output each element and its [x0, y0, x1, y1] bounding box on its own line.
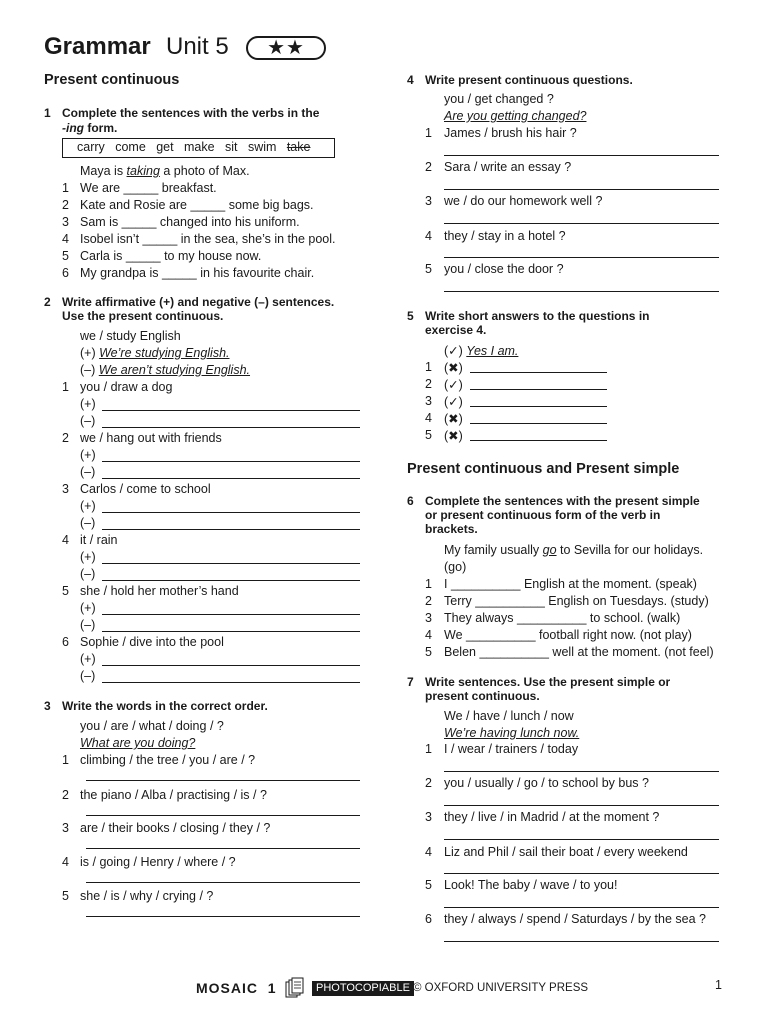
check-icon: (✓) — [444, 344, 463, 358]
item-text: they / stay in a hotel ? — [444, 229, 566, 243]
exercise-instruction: Complete the sentences with the present simple — [425, 494, 700, 508]
unit-label: Unit 5 — [166, 33, 229, 60]
exercise-number: 5 — [407, 309, 414, 323]
item-number: 3 — [425, 194, 432, 208]
item-number: 1 — [425, 126, 432, 140]
answer-line[interactable] — [444, 941, 719, 942]
exercise-instruction: -ing form. — [62, 121, 118, 135]
word-bank-word: carry — [77, 140, 105, 154]
example-answer: What are you doing? — [80, 736, 196, 750]
cross-icon: (✖) — [444, 412, 463, 426]
minus-label: (–) — [80, 618, 96, 632]
item-number: 2 — [62, 431, 69, 445]
exercise-instruction: Write sentences. Use the present simple or — [425, 675, 671, 689]
answer-line[interactable] — [86, 916, 360, 917]
answer-line[interactable] — [86, 815, 360, 816]
photocopy-pages-icon — [284, 977, 306, 999]
item-number: 1 — [425, 360, 432, 374]
minus-label: (–) — [80, 669, 96, 683]
item-number: 3 — [425, 394, 432, 408]
brand-logo: MOSAIC 1 — [196, 980, 277, 996]
word-bank-word: swim — [247, 140, 277, 154]
exercise-instruction: Complete the sentences with the verbs in the — [62, 106, 320, 120]
example-verb-hint: (go) — [444, 560, 467, 574]
example-answer: Are you getting changed? — [444, 109, 587, 123]
example-prompt: you / are / what / doing / ? — [80, 719, 224, 733]
exercise-number: 4 — [407, 73, 414, 87]
item-number: 1 — [425, 577, 432, 591]
answer-line[interactable] — [102, 529, 360, 530]
publisher-copyright: © OXFORD UNIVERSITY PRESS — [413, 982, 589, 994]
item-text: we / do our homework well ? — [444, 194, 603, 208]
answer-line[interactable] — [102, 631, 360, 632]
item-number: 3 — [425, 611, 432, 625]
item-number: 4 — [62, 533, 69, 547]
item-number: 3 — [62, 482, 69, 496]
example-negative: (–) We aren’t studying English. — [80, 363, 251, 377]
section-heading-continuous-and-simple: Present continuous and Present simple — [407, 461, 680, 477]
answer-line[interactable] — [102, 478, 360, 479]
answer-line[interactable] — [86, 848, 360, 849]
answer-line[interactable] — [102, 410, 360, 411]
item-text: you / close the door ? — [444, 262, 564, 276]
answer-line[interactable] — [102, 614, 360, 615]
answer-line[interactable] — [86, 882, 360, 883]
item-text: I / wear / trainers / today — [444, 742, 579, 756]
check-icon: (✓) — [444, 378, 463, 392]
item-text: we / hang out with friends — [80, 431, 222, 445]
item-text: Kate and Rosie are _____ some big bags. — [80, 198, 314, 212]
ing-form-label: -ing — [62, 121, 84, 135]
item-text: Sophie / dive into the pool — [80, 635, 224, 649]
example-prompt: you / get changed ? — [444, 92, 554, 106]
exercise-instruction: Write affirmative (+) and negative (–) sentences. — [62, 295, 335, 309]
item-number: 5 — [62, 584, 69, 598]
answer-line[interactable] — [444, 839, 719, 840]
item-text: James / brush his hair ? — [444, 126, 577, 140]
item-text: they / always / spend / Saturdays / by the sea ? — [444, 912, 706, 926]
item-text: Liz and Phil / sail their boat / every weekend — [444, 845, 688, 859]
example-positive: (+) We’re studying English. — [80, 346, 230, 360]
answer-line[interactable] — [470, 389, 607, 390]
example-sentence: Maya is taking a photo of Max. — [80, 164, 250, 178]
item-number: 5 — [425, 645, 432, 659]
item-text: you / usually / go / to school by bus ? — [444, 776, 649, 790]
item-number: 4 — [425, 411, 432, 425]
photocopiable-badge: PHOTOCOPIABLE — [312, 981, 414, 996]
item-number: 4 — [62, 855, 69, 869]
item-text: Sam is _____ changed into his uniform. — [80, 215, 300, 229]
item-number: 2 — [425, 594, 432, 608]
cross-icon: (✖) — [444, 361, 463, 375]
word-bank-word: sit — [225, 140, 238, 154]
item-number: 6 — [62, 635, 69, 649]
plus-label: (+) — [80, 652, 96, 666]
item-number: 5 — [425, 262, 432, 276]
item-text: Sara / write an essay ? — [444, 160, 572, 174]
answer-line[interactable] — [102, 461, 360, 462]
item-text: she / hold her mother’s hand — [80, 584, 239, 598]
word-bank-box — [62, 138, 335, 158]
item-number: 2 — [425, 776, 432, 790]
item-text: they / live / in Madrid / at the moment ? — [444, 810, 660, 824]
page-number: 1 — [715, 978, 722, 992]
item-text: My grandpa is _____ in his favourite chair. — [80, 266, 315, 280]
item-number: 5 — [62, 249, 69, 263]
item-text: it / rain — [80, 533, 118, 547]
item-number: 1 — [62, 181, 69, 195]
exercise-number: 3 — [44, 699, 51, 713]
item-text: Carlos / come to school — [80, 482, 211, 496]
item-text: are / their books / closing / they / ? — [80, 821, 271, 835]
word-bank-word: make — [184, 140, 215, 154]
item-number: 4 — [62, 232, 69, 246]
item-text: Look! The baby / wave / to you! — [444, 878, 618, 892]
item-number: 4 — [425, 229, 432, 243]
exercise-instruction: Write short answers to the questions in — [425, 309, 650, 323]
item-text: Belen __________ well at the moment. (not feel) — [444, 645, 714, 659]
answer-line[interactable] — [470, 440, 607, 441]
example-prompt: we / study English — [80, 329, 181, 343]
exercise-instruction: or present continuous form of the verb in — [425, 508, 661, 522]
item-number: 6 — [62, 266, 69, 280]
answer-line[interactable] — [444, 291, 719, 292]
exercise-instruction: present continuous. — [425, 689, 540, 703]
item-text: We are _____ breakfast. — [80, 181, 217, 195]
word-bank-word: come — [115, 140, 146, 154]
item-number: 3 — [62, 821, 69, 835]
item-number: 6 — [425, 912, 432, 926]
minus-label: (–) — [80, 516, 96, 530]
answer-line[interactable] — [102, 427, 360, 428]
word-bank-word: get — [156, 140, 174, 154]
answer-line[interactable] — [444, 805, 719, 806]
item-number: 1 — [62, 753, 69, 767]
item-number: 3 — [425, 810, 432, 824]
answer-line[interactable] — [102, 512, 360, 513]
answer-line[interactable] — [444, 155, 719, 156]
item-number: 5 — [62, 889, 69, 903]
item-text: she / is / why / crying / ? — [80, 889, 214, 903]
item-number: 4 — [425, 845, 432, 859]
answer-line[interactable] — [444, 771, 719, 772]
exercise-number: 1 — [44, 106, 51, 120]
minus-label: (–) — [80, 465, 96, 479]
item-text: We __________ football right now. (not play) — [444, 628, 692, 642]
exercise-instruction: Write present continuous questions. — [425, 73, 633, 87]
item-text: you / draw a dog — [80, 380, 173, 394]
item-number: 2 — [62, 788, 69, 802]
item-text: climbing / the tree / you / are / ? — [80, 753, 256, 767]
answer-line[interactable] — [470, 423, 607, 424]
item-text: is / going / Henry / where / ? — [80, 855, 236, 869]
answer-line[interactable] — [444, 189, 719, 190]
item-number: 3 — [62, 215, 69, 229]
item-text: They always __________ to school. (walk) — [444, 611, 681, 625]
example-short-answer: (✓) Yes I am. — [444, 344, 519, 358]
check-icon: (✓) — [444, 395, 463, 409]
answer-line[interactable] — [102, 665, 360, 666]
item-number: 2 — [425, 160, 432, 174]
exercise-number: 7 — [407, 675, 414, 689]
difficulty-stars-icon: ★★ — [246, 36, 326, 60]
item-text: the piano / Alba / practising / is / ? — [80, 788, 267, 802]
example-sentence: My family usually go to Sevilla for our holidays. — [444, 543, 704, 557]
answer-line[interactable] — [102, 563, 360, 564]
answer-line[interactable] — [86, 780, 360, 781]
item-number: 1 — [425, 742, 432, 756]
answer-line[interactable] — [102, 682, 360, 683]
item-text: Isobel isn’t _____ in the sea, she’s in the pool. — [80, 232, 336, 246]
plus-label: (+) — [80, 499, 96, 513]
item-number: 4 — [425, 628, 432, 642]
item-number: 2 — [425, 377, 432, 391]
answer-line[interactable] — [470, 406, 607, 407]
exercise-instruction: brackets. — [425, 522, 478, 536]
plus-label: (+) — [80, 448, 96, 462]
item-number: 5 — [425, 878, 432, 892]
answer-line[interactable] — [444, 907, 719, 908]
exercise-instruction: Write the words in the correct order. — [62, 699, 268, 713]
item-text: Terry __________ English on Tuesdays. (study) — [444, 594, 709, 608]
item-text: I __________ English at the moment. (speak) — [444, 577, 697, 591]
minus-label: (–) — [80, 414, 96, 428]
example-answer: We’re having lunch now. — [444, 726, 580, 740]
answer-line[interactable] — [444, 873, 719, 874]
answer-line[interactable] — [102, 580, 360, 581]
page-title: Grammar — [44, 33, 151, 60]
item-text: Carla is _____ to my house now. — [80, 249, 262, 263]
item-number: 2 — [62, 198, 69, 212]
plus-label: (+) — [80, 601, 96, 615]
answer-line[interactable] — [470, 372, 607, 373]
exercise-instruction: Use the present continuous. — [62, 309, 224, 323]
plus-label: (+) — [80, 550, 96, 564]
item-number: 5 — [425, 428, 432, 442]
answer-line[interactable] — [444, 257, 719, 258]
exercise-instruction: exercise 4. — [425, 323, 487, 337]
plus-label: (+) — [80, 397, 96, 411]
cross-icon: (✖) — [444, 429, 463, 443]
example-prompt: We / have / lunch / now — [444, 709, 574, 723]
exercise-number: 2 — [44, 295, 51, 309]
minus-label: (–) — [80, 567, 96, 581]
section-heading-present-continuous: Present continuous — [44, 72, 180, 88]
word-bank-word-used: take — [286, 140, 311, 154]
answer-line[interactable] — [444, 223, 719, 224]
exercise-number: 6 — [407, 494, 414, 508]
item-number: 1 — [62, 380, 69, 394]
